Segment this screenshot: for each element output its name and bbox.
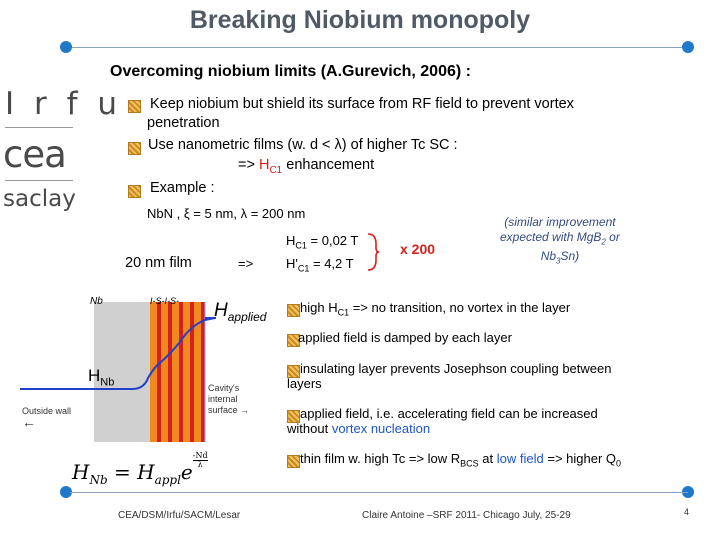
- footer-center: Claire Antoine –SRF 2011- Chicago July, 25-29: [362, 510, 571, 521]
- right-dot-top: [682, 41, 694, 53]
- footer-left: CEA/DSM/Irfu/SACM/Lesar: [118, 510, 241, 521]
- cea-logo: cea: [3, 133, 66, 176]
- right-bullet-3-line-1: insulating layer prevents Josephson coupling between: [300, 361, 612, 376]
- bullet-icon: [287, 304, 300, 317]
- left-arrow-icon: ←: [22, 414, 36, 430]
- multilayer-stack: [150, 302, 205, 442]
- footer-rule: [70, 492, 688, 493]
- bullet-icon: [128, 185, 141, 198]
- brace-icon: [366, 232, 380, 272]
- right-bullet-4-line-2: without vortex nucleation: [287, 421, 431, 436]
- left-dot-top: [60, 41, 72, 53]
- right-bullet-1: high $H_{C1}$ => no transition, no vortex in the layer: [300, 300, 571, 318]
- bullet-2-line-1: Use nanometric films (w. d < λ) of higher Tc SC :: [148, 137, 458, 153]
- bullet-1-line-2: penetration: [147, 115, 220, 131]
- right-bullet-4-line-1: applied field, i.e. accelerating field can be increased: [300, 406, 598, 421]
- right-bullet-3-line-2: layers: [287, 376, 322, 391]
- damping-formula: $H_{Nb} = H_{appl}e$ $\frac{-Nd}{\lambda}$: [72, 451, 208, 487]
- right-bullet-5: thin film w. high Tc => low $R_{BCS}$ at low field => higher $Q_0$: [300, 451, 622, 469]
- right-arrow-icon: →: [240, 405, 250, 415]
- cavity-surface-label: Cavity's internal surface →: [208, 383, 250, 415]
- bullet-2-line-2: => $H_{C1}$ enhancement: [238, 157, 375, 176]
- enhancement-factor: x 200: [400, 241, 436, 257]
- isis-label: I-S-I-S-: [150, 296, 179, 306]
- hpc1-value: $H'_{C1} = 4,2$ T: [286, 256, 354, 274]
- film-thickness: 20 nm film: [125, 255, 192, 271]
- irfu-logo: I r f u: [5, 86, 123, 122]
- right-bullet-2: applied field is damped by each layer: [298, 330, 512, 345]
- logo-divider-2: [5, 180, 73, 181]
- page-number: 4: [684, 507, 690, 517]
- hc1-value: $H_{C1} = 0,02$ T: [286, 233, 359, 251]
- nbn-params: NbN , ξ = 5 nm, λ = 200 nm: [147, 206, 306, 221]
- saclay-logo: saclay: [3, 186, 76, 212]
- outside-wall-label: Outside wall: [22, 406, 72, 416]
- logo-divider-1: [5, 127, 73, 128]
- subtitle: Overcoming niobium limits (A.Gurevich, 2006) :: [110, 63, 471, 80]
- bullet-1-line-1: Keep niobium but shield its surface from RF field to prevent vortex: [150, 96, 574, 112]
- bullet-3: Example :: [150, 180, 215, 196]
- h-nb-label: $H_{Nb}$: [88, 366, 115, 389]
- slide-title: Breaking Niobium monopoly: [189, 6, 531, 34]
- similar-note: (similar improvement expected with MgB$_2$ or $Nb_3Sn$): [500, 215, 620, 266]
- bullet-icon: [128, 100, 141, 113]
- nb-label: Nb: [90, 296, 103, 307]
- bullet-icon: [287, 455, 300, 468]
- h-applied-label: $H_{applied}$: [214, 300, 267, 324]
- implies-arrow: =>: [238, 256, 254, 271]
- bullet-icon: [128, 142, 141, 155]
- title-rule: [70, 47, 688, 48]
